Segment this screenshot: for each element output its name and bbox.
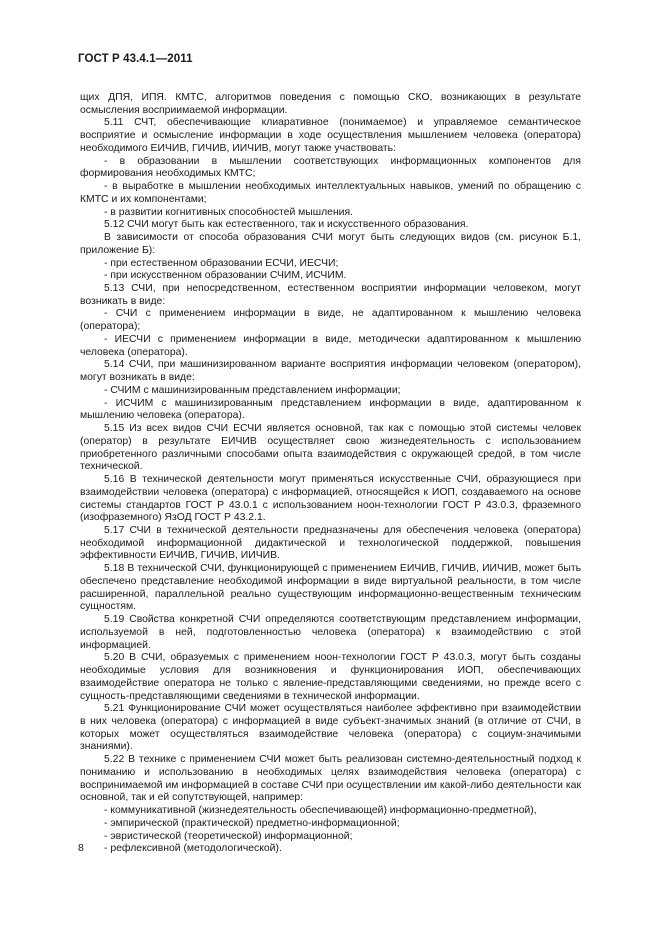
list-item: - в развитии когнитивных способностей мышления.: [104, 206, 353, 218]
list-item: - СЧИ с применением информации в виде, не адаптированном к мышлению человека (оператора);: [80, 308, 581, 333]
list-item: - ИЕСЧИ с применением информации в виде, методически адаптированном к мышлению человека (оператора).: [80, 333, 581, 358]
list-item: - коммуникативной (жизнедеятельность обеспечивающей) информационно-предметной),: [104, 805, 537, 817]
paragraph: щих ДПЯ, ИПЯ. КМТС, алгоритмов поведения с помощью СКО, возникающих в результате осмысления восприимаемой информации.: [80, 92, 581, 116]
paragraph: В зависимости от способа образования СЧИ могут быть следующих видов (см. рисунок Б.1, приложение Б):: [80, 232, 581, 256]
list-item: - при естественном образовании ЕСЧИ, ИЕСЧИ;: [104, 257, 339, 269]
page-number: 8: [78, 842, 84, 854]
list-item: - в образовании в мышлении соответствующих информационных компонентов для формирования необходимых КМТС;: [80, 155, 581, 180]
list-item: - при искусственном образовании СЧИМ, ИСЧИМ.: [104, 270, 347, 282]
paragraph: 5.13 СЧИ, при непосредственном, естественном восприятии информации человеком, могут возникать в виде:: [80, 283, 581, 307]
list-item: - рефлексивной (методологической).: [104, 843, 282, 855]
paragraph: 5.15 Из всех видов СЧИ ЕСЧИ является основной, так как с помощью этой системы человек (оператор) в результате ЕИЧИВ осуществляет свою жизнедеятельность с использованием приобретенного различными способами опыта взаимодействия с окружающей средой, в том числе технической.: [80, 423, 581, 473]
paragraph: 5.12 СЧИ могут быть как естественного, так и искусственного образования.: [104, 219, 469, 231]
list-item: - СЧИМ с машинизированным представлением информации;: [104, 384, 401, 396]
paragraph: 5.18 В технической СЧИ, функционирующей с применением ЕИЧИВ, ГИЧИВ, ИИЧИВ, может быть обеспечено представление необходимой информации в виде виртуальной реальности, в том числе расширенной, параллельной реально существующим информационно-вещественным техническим сущностям.: [80, 563, 581, 613]
paragraph: 5.20 В СЧИ, образуемых с применением ноон-технологии ГОСТ Р 43.0.3, могут быть созданы необходимые условия для возникновения и функционирования ИОП, обеспечивающих взаимодействие оператора не только с явление-представляющими сведениями, но прежде всего с сущность-представляющими сведениями в технической информации.: [80, 652, 581, 702]
paragraph: 5.16 В технической деятельности могут применяться искусственные СЧИ, образующиеся при взаимодействии человека (оператора) с информацией, относящейся к ИОП, создаваемого на основе системы стандартов ГОСТ Р 43.0.1 с использованием ноон-технологии ГОСТ Р 43.0.3, фраземного (изофраземного) ЯзОД ГОСТ Р 43.2.1.: [80, 474, 581, 524]
paragraph: 5.21 Функционирование СЧИ может осуществляться наиболее эффективно при взаимодействии в них человека (оператора) с информацией в виде субъект-значимых знаний (в отличие от СЧИ, в которых может осуществляться взаимодействие человека (оператора) с социум-значимыми знаниями).: [80, 703, 581, 753]
document-body: [80, 92, 581, 856]
document-code-header: ГОСТ Р 43.4.1—2011: [78, 53, 193, 65]
list-item: - эмпирической (практической) предметно-информационной;: [104, 817, 400, 829]
list-item: - в выработке в мышлении необходимых интеллектуальных навыков, умений по обращению с КМТС и их компонентами;: [80, 181, 581, 205]
paragraph: 5.22 В технике с применением СЧИ может быть реализован системно-деятельностный подход к пониманию и использованию в необходимых целях взаимодействия человека (оператора) с воспринимаемой им информацией в составе СЧИ при осуществлении им какой-либо деятельности как основной, так и ей сопутствующей, например:: [80, 754, 581, 804]
paragraph: 5.17 СЧИ в технической деятельности предназначены для обеспечения человека (оператора) необходимой информационной дидактической и технологической поддержкой, повышения эффективности ЕИЧИВ, ГИЧИВ, ИИЧИВ.: [80, 524, 581, 562]
list-item: - ИСЧИМ с машинизированным представлением информации в виде, адаптированном к мышлению человека (оператора).: [80, 397, 581, 422]
paragraph: 5.14 СЧИ, при машинизированном варианте восприятия информации человеком (оператором), могут возникать в виде:: [80, 359, 581, 384]
list-item: - эвристической (теоретической) информационной;: [104, 830, 353, 842]
paragraph: 5.11 СЧТ, обеспечивающие клиаративное (понимаемое) и управляемое семантическое восприятие и осмысление информации в ходе осуществления мышлением человека (оператора) необходимого ЕИЧИВ, ГИЧИВ, ИИЧИВ, могут также участвовать:: [80, 117, 581, 154]
paragraph: 5.19 Свойства конкретной СЧИ определяются соответствующим представлением информации, используемой в ней, подготовленностью человека (оператора) к взаимодействию с этой информацией.: [80, 614, 581, 651]
